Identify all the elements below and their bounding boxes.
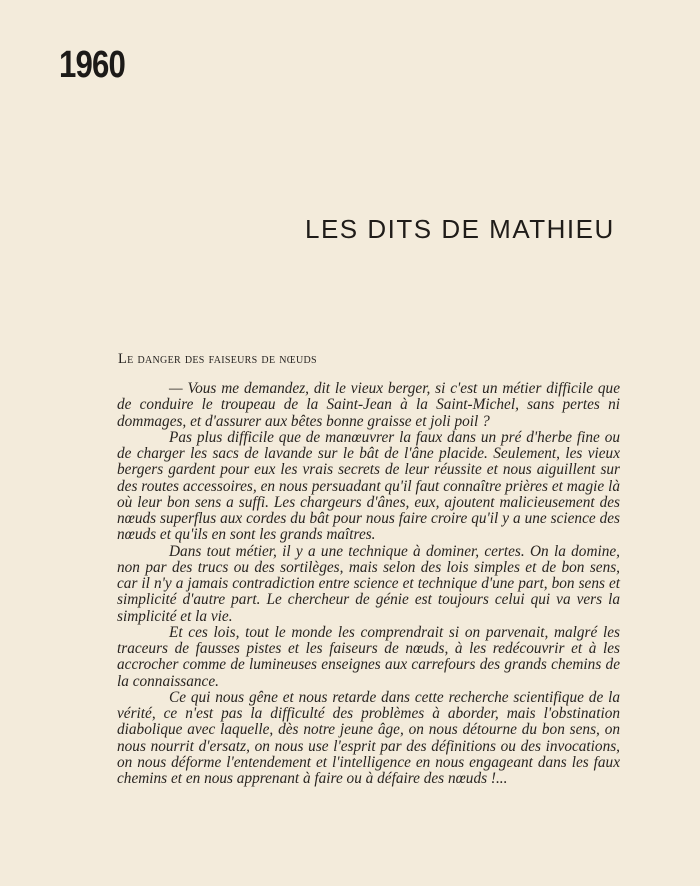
- paragraph: Et ces lois, tout le monde les comprendrait si on parvenait, malgré les traceurs de fausses pistes et les faiseurs de nœuds, à les redécouvrir et à les accrocher comme de lumineuses enseignes aux carrefours des grands chemins de la connaissance.: [117, 623, 620, 690]
- section-title: Le danger des faiseurs de nœuds: [118, 351, 317, 367]
- paragraph: — Vous me demandez, dit le vieux berger, si c'est un métier difficile que de conduire le troupeau de la Saint-Jean à la Saint-Michel, sans pertes ni dommages, et d'assurer aux bêtes bonne graisse et joli poil ?: [117, 380, 620, 430]
- paragraph: Pas plus difficile que de manœuvrer la faux dans un pré d'herbe fine ou de charger les sacs de lavande sur le bât de l'âne placide. Seulement, les vieux bergers gardent pour eux les vrais secrets de leur réussite et nous aiguillent sur des routes accessoires, en nous persuadant qu'il faut connaître prières et magie là où leur bon sens a suffi. Les chargeurs d'ânes, eux, ajoutent malicieusement des nœuds superflus aux cordes du bât pour nous faire croire qu'il y a une science des nœuds et qu'ils en sont les grands maîtres.: [117, 428, 620, 544]
- body-text: [117, 381, 620, 787]
- year-heading: 1960: [59, 44, 126, 86]
- paragraph: Ce qui nous gêne et nous retarde dans cette recherche scientifique de la vérité, ce n'est pas la difficulté des problèmes à aborder, mais l'obstination diabolique avec laquelle, dès notre jeune âge, on nous détourne du bon sens, on nous nourrit d'ersatz, on nous use l'esprit par des définitions ou des invocations, on nous déforme l'entendement et l'intelligence en nous engageant dans les faux chemins et en nous apprenant à faire ou à défaire des nœuds !...: [117, 688, 620, 787]
- paragraph: Dans tout métier, il y a une technique à dominer, certes. On la domine, non par des trucs ou des sortilèges, mais selon des lois simples et de bon sens, car il n'y a jamais contradiction entre science et technique d'une part, bon sens et simplicité d'autre part. Le chercheur de génie est toujours celui qui va vers la simplicité et la vie.: [117, 542, 620, 625]
- chapter-title: LES DITS DE MATHIEU: [305, 214, 615, 244]
